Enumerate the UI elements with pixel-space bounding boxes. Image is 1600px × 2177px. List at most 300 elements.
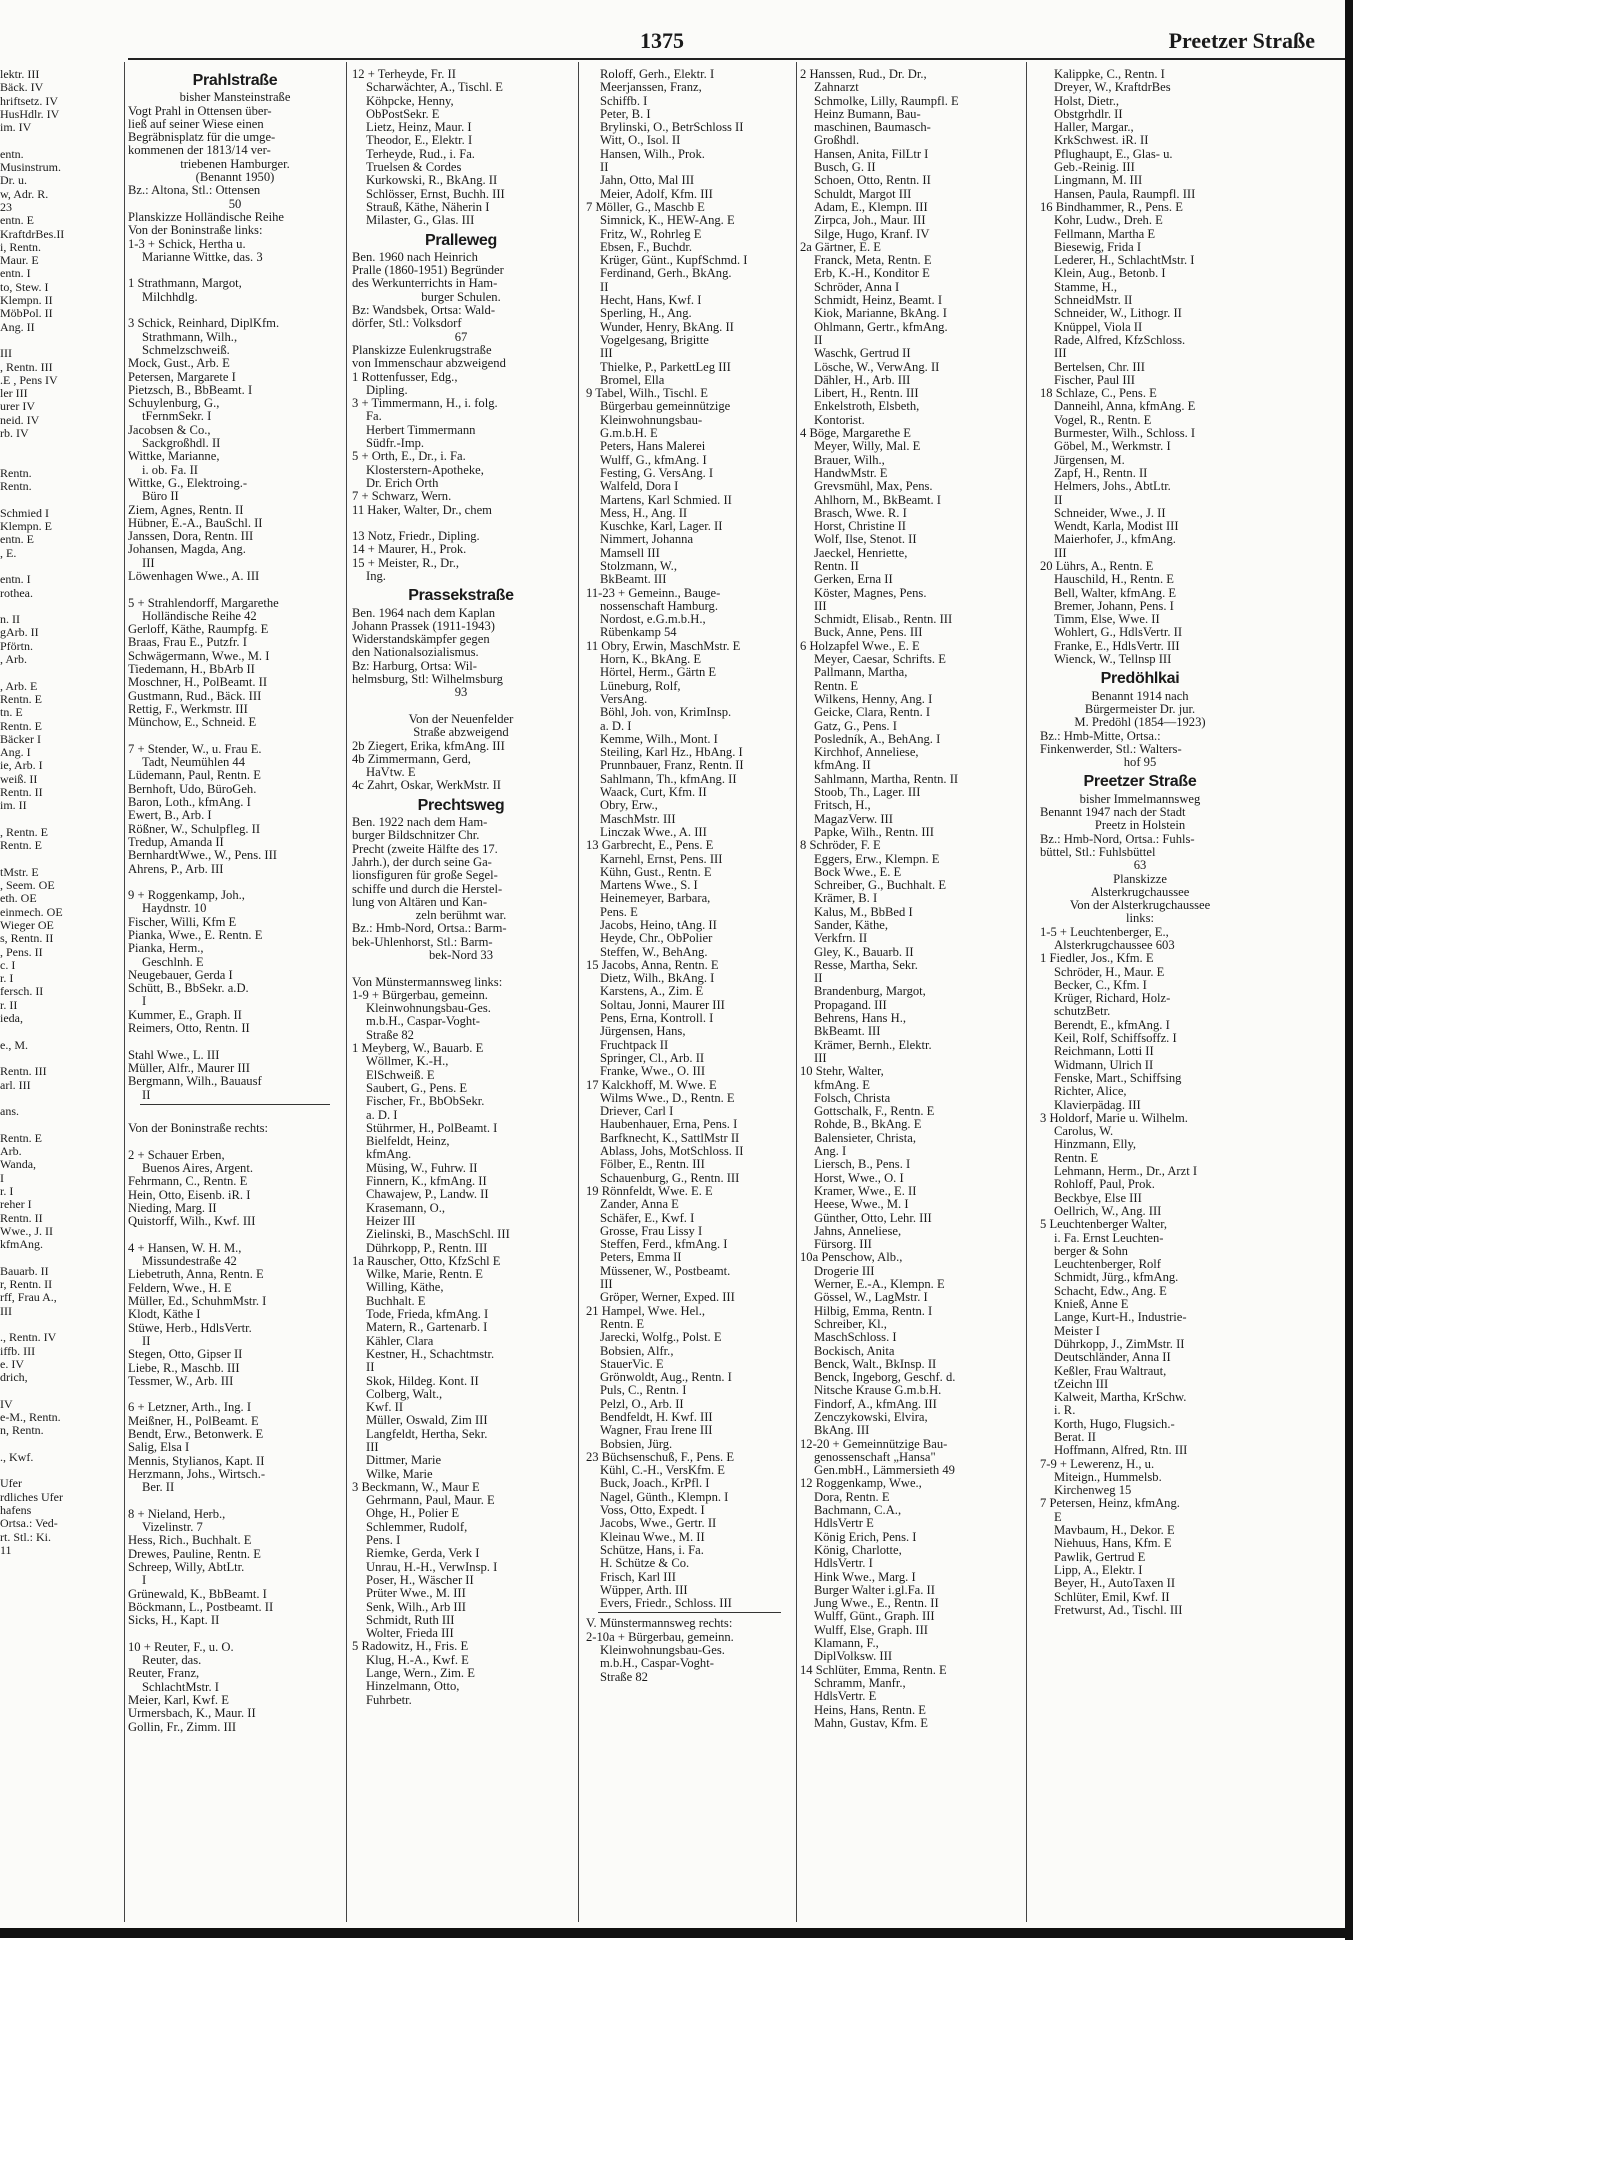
fragment-line: arl. III [0, 1078, 31, 1092]
fragment-line: r, Rentn. II [0, 1278, 53, 1292]
resident-entry: genossenschaft „Hansa" [814, 1450, 936, 1464]
resident-entry: Carolus, W. [1054, 1125, 1114, 1139]
resident-entry: I [142, 1574, 147, 1588]
resident-entry: Schmidt, Elisab., Rentn. III [814, 613, 953, 627]
resident-entry: Oellrich, W., Ang. III [1054, 1204, 1162, 1218]
resident-entry: III [1054, 347, 1067, 361]
resident-entry: Finnern, K., kfmAng. II [366, 1175, 487, 1189]
resident-entry: Schlösser, Ernst, Buchh. III [366, 187, 505, 201]
fragment-line: Ang. II [0, 320, 35, 334]
resident-entry: Pens. I [366, 1534, 401, 1548]
fragment-line [0, 1251, 122, 1264]
resident-entry: Widmann, Ulrich II [1054, 1058, 1154, 1072]
fragment-line: Rentn. II [0, 1211, 43, 1225]
fragment-line [0, 1384, 122, 1397]
resident-entry: Peters, Emma II [600, 1251, 682, 1265]
address-entry: Tessmer, W., Arb. III [128, 1374, 234, 1388]
resident-entry: Becker, C., Kfm. I [1054, 978, 1147, 992]
resident-entry: Kestner, H., Schachtmstr. [366, 1347, 495, 1361]
address-entry: Grünewald, K., BbBeamt. I [128, 1587, 267, 1601]
resident-entry: Fuhrbetr. [366, 1693, 412, 1707]
resident-entry: Fa. [366, 410, 382, 424]
address-entry: Bernhoft, Udo, BüroGeh. [128, 782, 257, 796]
fragment-line: Rentn. E [0, 692, 42, 706]
fragment-line: Rentn. II [0, 786, 43, 800]
fragment-line: c. I [0, 958, 16, 972]
column-divider [1026, 62, 1027, 1922]
address-entry: Gerloff, Käthe, Raumpfg. E [128, 623, 269, 637]
fragment-line: urer IV [0, 400, 35, 414]
address-entry: 4c Zahrt, Oskar, WerkMstr. II [352, 779, 501, 793]
address-entry: büttel, Stl.: Fuhlsbüttel [1040, 845, 1156, 859]
fragment-line: MöbPol. II [0, 307, 53, 321]
resident-entry: Obry, Erw., [600, 799, 658, 813]
resident-entry: Hansen, Anita, FilLtr I [814, 147, 929, 161]
scan-edge-bottom [0, 1928, 1353, 1938]
resident-entry: Busch, G. II [814, 161, 876, 175]
address-entry: Reuter, Franz, [128, 1667, 200, 1681]
fragment-line: Klempn. II [0, 294, 53, 308]
resident-entry: Wunder, Henry, BkAng. II [600, 320, 734, 334]
fragment-line: Ufer [0, 1477, 22, 1491]
resident-entry: Knieß, Anne E [1054, 1298, 1129, 1312]
resident-entry: Peter, B. I [600, 107, 651, 121]
resident-entry: Mess, H., Ang. II [600, 506, 688, 520]
resident-entry: Ing. [366, 569, 386, 583]
resident-entry: Erb, K.-H., Konditor E [814, 267, 930, 281]
resident-entry: Jahns, Anneliese, [814, 1224, 902, 1238]
resident-entry: Vogelgesang, Brigitte [600, 333, 709, 347]
resident-entry: König Erich, Pens. I [814, 1530, 917, 1544]
fragment-line: hafens [0, 1504, 32, 1518]
fragment-line: rothea. [0, 586, 33, 600]
address-entry: 5 + Orth, E., Dr., i. Fa. [352, 450, 466, 464]
resident-entry: Wendt, Karla, Modist III [1054, 520, 1179, 534]
fragment-line: drich, [0, 1371, 28, 1385]
resident-entry: Ebsen, F., Buchdr. [600, 240, 693, 254]
resident-entry: HdlsVertr E [814, 1517, 874, 1531]
resident-entry: Haydnstr. 10 [142, 902, 207, 916]
resident-entry: Karstens, A., Zim. E [600, 985, 704, 999]
address-entry: Johansen, Magda, Ang. [128, 543, 246, 557]
resident-entry: Kiok, Marianne, BkAng. I [814, 307, 947, 321]
resident-entry: Klavierpädag. III [1054, 1098, 1141, 1112]
resident-entry: Skok, Hildeg. Kont. II [366, 1374, 479, 1388]
address-entry [128, 1135, 342, 1148]
resident-entry: Straße 82 [600, 1670, 648, 1684]
resident-entry: Fruchtpack II [600, 1038, 669, 1052]
resident-entry: Benck, Ingeborg, Geschf. d. [814, 1371, 956, 1385]
address-entry [128, 730, 342, 743]
resident-entry: Steffen, W., BehAng. [600, 945, 708, 959]
resident-entry: II [814, 333, 823, 347]
fragment-line: .E , Pens IV [0, 373, 58, 387]
address-entry: 2b Ziegert, Erika, kfmAng. III [352, 739, 505, 753]
resident-entry: Köster, Magnes, Pens. [814, 586, 927, 600]
resident-entry: Kontorist. [814, 413, 865, 427]
address-entry: 3 Beckmann, W., Maur E [352, 1480, 480, 1494]
street-note: (Benannt 1950) [195, 171, 275, 185]
street-note: Von der Alsterkrugchaussee [1069, 899, 1211, 913]
resident-entry: Biesewig, Frida I [1054, 240, 1142, 254]
fragment-line: ler III [0, 387, 28, 401]
resident-entry: Heese, Wwe., M. I [814, 1198, 909, 1212]
resident-entry: Strauß, Käthe, Näherin I [366, 200, 490, 214]
resident-entry: Pflughaupt, E., Glas- u. [1054, 147, 1173, 161]
address-entry: Stüwe, Herb., HdlsVertr. [128, 1321, 252, 1335]
address-entry: Baron, Loth., kfmAng. I [128, 796, 251, 810]
resident-entry: Wulff, Günt., Graph. III [814, 1610, 935, 1624]
address-entry: 17 Kalckhoff, M. Wwe. E [586, 1078, 717, 1092]
header-rule [128, 58, 1345, 60]
resident-entry: Meier, Adolf, Kfm. III [600, 187, 713, 201]
address-entry: Klodt, Käthe I [128, 1308, 201, 1322]
resident-entry: Alsterkrugchaussee 603 [1054, 939, 1175, 952]
resident-entry: BkBeamt. III [600, 573, 667, 587]
address-entry: Begräbnisplatz für die umge- [128, 131, 276, 145]
address-entry [352, 962, 570, 975]
resident-entry: Colberg, Walt., [366, 1387, 443, 1401]
fragment-line: n, Rentn. [0, 1424, 44, 1438]
resident-entry: Günther, Otto, Lehr. III [814, 1211, 932, 1225]
resident-entry: Waschk, Gertrud II [814, 347, 911, 361]
resident-entry: Tode, Frieda, kfmAng. I [366, 1308, 489, 1322]
resident-entry: Schütze, Hans, i. Fa. [600, 1543, 704, 1557]
resident-entry: Schiffb. I [600, 94, 648, 108]
resident-entry: a. D. I [600, 719, 632, 733]
fragment-line: n. II [0, 613, 20, 627]
resident-entry: Dipling. [366, 383, 408, 397]
resident-entry: Gröper, Werner, Exped. III [600, 1291, 735, 1305]
address-entry: 3 Holdorf, Marie u. Wilhelm. [1040, 1111, 1188, 1125]
resident-entry: König, Charlotte, [814, 1543, 902, 1557]
fragment-line: im. II [0, 799, 27, 813]
resident-entry: Jaeckel, Henriette, [814, 546, 908, 560]
resident-entry: Großhdl. [814, 134, 860, 148]
resident-entry: Nagel, Günth., Klempn. I [600, 1490, 729, 1504]
resident-entry: Heyde, Chr., ObPolier [600, 932, 713, 946]
fragment-line: e. IV [0, 1357, 24, 1371]
address-entry: 4 + Hansen, W. H. M., [128, 1241, 242, 1255]
resident-entry: Kalippke, C., Rentn. I [1054, 68, 1165, 81]
resident-entry: Brasch, Wwe. R. I [814, 506, 907, 520]
resident-entry: Marianne Wittke, das. 3 [142, 250, 263, 264]
resident-entry: Bell, Walter, kfmAng. E [1054, 586, 1177, 600]
resident-entry: Brandenburg, Margot, [814, 985, 926, 999]
address-entry [128, 264, 342, 277]
resident-entry: Bürgerbau gemeinnützige [600, 400, 731, 414]
resident-entry: Strathmann, Wilh., [142, 330, 238, 344]
resident-entry: Fretwurst, Ad., Tischl. III [1054, 1603, 1183, 1617]
resident-entry: Geb.-Reinig. III [1054, 161, 1135, 175]
resident-entry: VersAng. [600, 692, 648, 706]
address-entry: Böckmann, L., Postbeamt. II [128, 1600, 274, 1614]
resident-entry: Kirchenweg 15 [1054, 1484, 1132, 1498]
resident-entry: Buck, Anne, Pens. III [814, 626, 923, 640]
resident-entry: Wulff, Else, Graph. III [814, 1623, 928, 1637]
address-entry: 7-9 + Lewerenz, H., u. [1040, 1457, 1155, 1471]
resident-entry: Zapf, H., Rentn. II [1054, 466, 1148, 480]
address-entry: Jahrh.), der durch seine Ga- [352, 855, 492, 869]
address-entry: 14 + Maurer, H., Prok. [352, 543, 467, 557]
address-entry: Salig, Elsa I [128, 1441, 190, 1455]
address-entry: 8 + Nieland, Herb., [128, 1507, 226, 1521]
address-entry: Bz: Wandsbek, Ortsa: Wald- [352, 304, 496, 318]
resident-entry: Kalweit, Martha, KrSchw. [1054, 1391, 1187, 1405]
address-entry: 7 + Stender, W., u. Frau E. [128, 742, 262, 756]
address-entry: 1 Meyberg, W., Bauarb. E [352, 1042, 484, 1056]
resident-entry: Timm, Else, Wwe. II [1054, 613, 1160, 627]
resident-entry: Chawajew, P., Landw. II [366, 1188, 489, 1202]
address-entry: 1 Strathmann, Margot, [128, 277, 242, 291]
resident-entry: Wilms Wwe., D., Rentn. E [600, 1091, 735, 1105]
resident-entry: Schlemmer, Rudolf, [366, 1520, 468, 1534]
resident-entry: Lehmann, Herm., Dr., Arzt I [1054, 1165, 1198, 1179]
resident-entry: Libert, H., Rentn. III [814, 387, 919, 401]
resident-entry: Bendfeldt, H. Kwf. III [600, 1410, 713, 1424]
address-entry: 6 Holzapfel Wwe., E. E [800, 639, 920, 653]
resident-entry: Kwf. II [366, 1401, 404, 1415]
address-entry: 10a Penschow, Alb., [800, 1251, 903, 1265]
address-entry: Hübner, E.-A., BauSchl. II [128, 516, 263, 530]
resident-entry: Wienck, W., Tellnsp III [1054, 653, 1172, 667]
resident-entry: Steffen, Ferd., kfmAng. I [600, 1238, 728, 1252]
resident-entry: Werner, E.-A., Klempn. E [814, 1278, 945, 1292]
address-entry: Tiedemann, H., BbArb II [128, 663, 255, 677]
address-entry [128, 876, 342, 889]
resident-entry: Zirpca, Joh., Maur. III [814, 214, 926, 228]
fragment-line [0, 494, 122, 507]
fragment-line: Wwe., J. II [0, 1224, 53, 1238]
street-note: links: [1126, 912, 1154, 926]
resident-entry: Dührkopp, J., ZimMstr. II [1054, 1337, 1185, 1351]
resident-entry: Witt, O., Isol. II [600, 134, 681, 148]
resident-entry: m.b.H., Caspar-Voght- [600, 1657, 714, 1671]
resident-entry: Hink Wwe., Marg. I [814, 1570, 916, 1584]
fragment-line: I [0, 1171, 4, 1185]
resident-entry: Deutschländer, Anna II [1054, 1351, 1171, 1365]
resident-entry: Fürsorg. III [814, 1238, 872, 1252]
fragment-line: einmech. OE [0, 905, 63, 919]
address-entry: Löwenhagen Wwe., A. III [128, 569, 260, 583]
address-entry: BernhardtWwe., W., Pens. III [128, 849, 277, 863]
resident-entry: Schlüter, Emil, Kwf. II [1054, 1590, 1170, 1604]
column-5 [1040, 68, 1240, 1918]
resident-entry: Tadt, Neumühlen 44 [142, 756, 245, 770]
address-entry [128, 304, 342, 317]
resident-entry: Dittmer, Marie [366, 1454, 442, 1468]
resident-entry: Terheyde, Rud., i. Fa. [366, 147, 475, 161]
resident-entry: III [366, 1440, 379, 1454]
resident-entry: Schmidt, Ruth III [366, 1613, 455, 1627]
address-entry: Wittke, Marianne, [128, 450, 220, 464]
resident-entry: Burger Walter i.gl.Fa. II [814, 1583, 935, 1597]
fragment-line: eth. OE [0, 892, 37, 906]
resident-entry: Jahn, Otto, Mal III [600, 174, 695, 188]
resident-entry: Geschlnh. E [142, 955, 204, 969]
resident-entry: Gottschalk, F., Rentn. E [814, 1105, 935, 1119]
resident-entry: III [814, 599, 827, 613]
address-entry: 21 Hampel, Wwe. Hel., [586, 1304, 706, 1318]
resident-entry: Wulff, G., kfmAng. I [600, 453, 707, 467]
resident-entry: Barfknecht, K., SattlMstr II [600, 1131, 740, 1145]
fragment-line: 11 [0, 1543, 12, 1557]
column-divider [346, 62, 347, 1922]
resident-entry: Müsing, W., Fuhrw. II [366, 1161, 478, 1175]
street-note: 63 [1133, 859, 1147, 873]
fragment-line [0, 334, 122, 347]
resident-entry: i. Fa. Ernst Leuchten- [1054, 1231, 1164, 1245]
address-entry: 12 Roggenkamp, Wwe., [800, 1477, 922, 1491]
fragment-line [0, 1438, 122, 1451]
resident-entry: Fenske, Mart., Schiffsing [1054, 1071, 1182, 1085]
resident-entry: HaVtw. E [366, 766, 416, 780]
resident-entry: II [366, 1361, 375, 1375]
resident-entry: Kleinau Wwe., M. II [600, 1530, 705, 1544]
resident-entry: Schreiber, G., Buchhalt. E [814, 879, 947, 893]
resident-entry: Mahn, Gustav, Kfm. E [814, 1716, 928, 1730]
address-entry: Johann Prassek (1911-1943) [352, 619, 495, 633]
resident-entry: Findorf, A., kfmAng. III [814, 1397, 937, 1411]
resident-entry: Missundestraße 42 [142, 1255, 237, 1269]
resident-entry: Brylinski, O., BetrSchloss II [600, 121, 744, 135]
street-note: hof 95 [1123, 756, 1157, 770]
address-entry: 1-3 + Schick, Hertha u. [128, 237, 246, 251]
resident-entry: Bockisch, Anita [814, 1344, 895, 1358]
column-4 [800, 68, 1020, 1918]
street-note: Straße abzweigend [413, 726, 509, 740]
fragment-line: , Rentn. E [0, 825, 48, 839]
resident-entry: Vizelinstr. 7 [142, 1521, 203, 1535]
resident-entry: Silge, Hugo, Kranf. IV [814, 227, 930, 241]
resident-entry: Unrau, H.-H., VerwInsp. I [366, 1560, 498, 1574]
fragment-line: neid. IV [0, 413, 40, 427]
resident-entry: Pens, Erna, Kontroll. I [600, 1012, 714, 1026]
address-entry: 3 Schick, Reinhard, DiplKfm. [128, 317, 280, 331]
address-entry [352, 517, 570, 530]
resident-entry: Dreyer, W., KraftdrBes [1054, 81, 1171, 95]
resident-entry: Korth, Hugo, Flugsich.- [1054, 1417, 1175, 1431]
resident-entry: Linczak Wwe., A. III [600, 825, 707, 839]
address-entry: Braas, Frau E., Putzfr. I [128, 636, 247, 650]
resident-entry: tZeichn III [1054, 1377, 1109, 1391]
fragment-line: s, Rentn. II [0, 932, 54, 946]
street-note: 93 [454, 686, 468, 700]
resident-entry: Brauer, Wilh., [814, 453, 885, 467]
resident-entry: kfmAng. II [814, 759, 871, 773]
resident-entry: Klein, Aug., Betonb. I [1054, 267, 1166, 281]
resident-entry: Wilkens, Henny, Ang. I [814, 692, 933, 706]
fragment-line: 23 [0, 200, 12, 214]
resident-entry: Lederer, H., SchlachtMstr. I [1054, 254, 1195, 268]
address-entry: Herzmann, Johs., Wirtsch.- [128, 1467, 266, 1481]
fragment-line: w, Adr. R. [0, 187, 49, 201]
resident-entry: Fölber, E., Rentn. III [600, 1158, 705, 1172]
resident-entry: Rentn. II [814, 559, 859, 573]
address-entry [128, 1388, 342, 1401]
resident-entry: Mavbaum, H., Dekor. E [1054, 1524, 1175, 1538]
street-note: Benannt 1914 nach [1091, 689, 1189, 703]
resident-entry: Schneider, Wwe., J. II [1054, 506, 1166, 520]
fragment-line: Ortsa.: Ved- [0, 1517, 58, 1531]
address-entry: Gustmann, Rud., Bäck. III [128, 689, 262, 703]
resident-entry: Folsch, Christa [814, 1091, 891, 1105]
resident-entry: Lüneburg, Rolf, [600, 679, 681, 693]
resident-entry: Schmidt, Heinz, Beamt. I [814, 294, 943, 308]
resident-entry: II [600, 161, 609, 175]
fragment-line: e-M., Rentn. [0, 1410, 61, 1424]
resident-entry: Kalus, M., BbBed I [814, 905, 913, 919]
resident-entry: Klamann, F., [814, 1637, 879, 1651]
address-entry: Ben. 1922 nach dem Ham- [352, 816, 488, 830]
resident-entry: Ber. II [142, 1481, 175, 1495]
fragment-line: entn. I [0, 573, 31, 587]
address-entry: Schuylenburg, G., [128, 397, 220, 411]
resident-entry: Maierhofer, J., kfmAng. [1054, 533, 1176, 547]
address-entry [128, 1109, 342, 1122]
resident-entry: Zielinski, B., MaschSchl. III [366, 1228, 510, 1242]
address-entry: 2-10a + Bürgerbau, gemeinn. [586, 1630, 734, 1644]
resident-entry: m.b.H., Caspar-Voght- [366, 1015, 480, 1029]
address-entry: Wittke, G., Elektroing.- [128, 476, 248, 490]
resident-entry: Drogerie III [814, 1264, 875, 1278]
resident-entry: Hansen, Wilh., Prok. [600, 147, 705, 161]
resident-entry: Keßler, Frau Waltraut, [1054, 1364, 1167, 1378]
resident-entry: Bock Wwe., E. E [814, 865, 902, 879]
address-entry: Von Münstermannsweg links: [352, 975, 503, 989]
resident-entry: Herbert Timmermann [366, 423, 476, 437]
resident-entry: Wilke, Marie [366, 1467, 433, 1481]
fragment-line [0, 1118, 122, 1131]
address-entry: 5 + Strahlendorff, Margarethe [128, 596, 279, 610]
address-entry: Janssen, Dora, Rentn. III [128, 530, 254, 544]
resident-entry: Geicke, Clara, Rentn. I [814, 706, 931, 720]
resident-entry: Berendt, E., kfmAng. I [1054, 1018, 1170, 1032]
resident-entry: Grosse, Frau Lissy I [600, 1224, 703, 1238]
fragment-line [0, 813, 122, 826]
address-entry: Pianka, Wwe., E. Rentn. E [128, 929, 263, 942]
resident-entry: Schuldt, Margot III [814, 187, 912, 201]
fragment-line [0, 1025, 122, 1038]
resident-entry: Waack, Curt, Kfm. II [600, 786, 707, 800]
fragment-line: Bäck. IV [0, 81, 44, 95]
fragment-line: i, Rentn. [0, 240, 41, 254]
resident-entry: Pallmann, Martha, [814, 666, 908, 680]
resident-entry: BkBeamt. III [814, 1025, 881, 1039]
resident-entry: Krüger, Richard, Holz- [1054, 992, 1171, 1006]
resident-entry: Walfeld, Dora I [600, 480, 679, 494]
column-1 [128, 68, 342, 1918]
resident-entry: Bertelsen, Chr. III [1054, 360, 1145, 374]
address-entry: Neugebauer, Gerda I [128, 968, 233, 982]
resident-entry: Böhl, Joh. von, KrimInsp. [600, 706, 732, 720]
resident-entry: Müssener, W., Postbeamt. [600, 1264, 731, 1278]
resident-entry: Buchhalt. E [366, 1294, 426, 1308]
address-entry: Bz.: Hmb-Mitte, Ortsa.: [1040, 729, 1161, 743]
resident-entry: Hecht, Hans, Kwf. I [600, 294, 702, 308]
resident-entry: Müller, Oswald, Zim III [366, 1414, 488, 1428]
address-entry: Rettig, F., Werkmstr. III [128, 702, 248, 716]
address-entry: Vogt Prahl in Ottensen über- [128, 104, 272, 118]
resident-entry: Ferdinand, Gerh., BkAng. [600, 267, 732, 281]
address-entry: 9 Tabel, Wilh., Tischl. E [586, 387, 708, 401]
resident-entry: kfmAng. [366, 1148, 412, 1162]
resident-entry: Meister I [1054, 1324, 1100, 1338]
running-title: Preetzer Straße [1168, 28, 1315, 53]
fragment-line [0, 560, 122, 573]
resident-entry: Beyer, H., AutoTaxen II [1054, 1577, 1176, 1591]
resident-entry: Niehuus, Hans, Kfm. E [1054, 1537, 1172, 1551]
